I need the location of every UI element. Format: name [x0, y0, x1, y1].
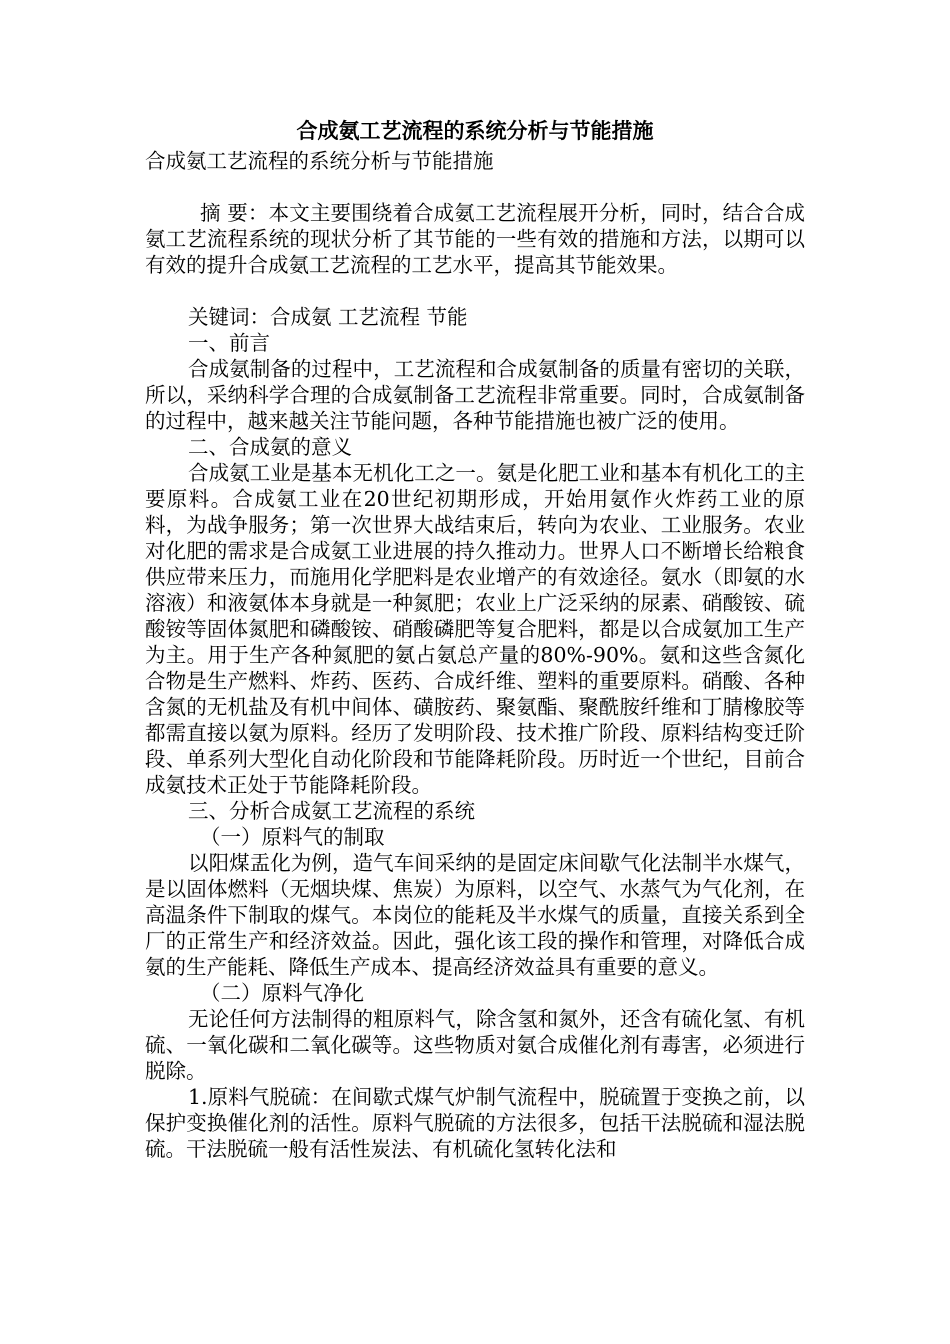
section-2-paragraph: 合成氨工业是基本无机化工之一。氨是化肥工业和基本有机化工的主要原料。合成氨工业在20世纪初期形成，开始用氨作火炸药工业的原料，为战争服务；第一次世界大战结束后，转向为农业、工业服务。农业对化肥的需求是合成氨工业进展的持久推动力。世界人口不断增长给粮食供应带来压力，而施用化学肥料是农业增产的有效途径。氨水（即氨的水溶液）和液氨体本身就是一种氮肥；农业上广泛采纳的尿素、硝酸铵、硫酸铵等固体氮肥和磷酸铵、硝酸磷肥等复合肥料，都是以合成氨加工生产为主。用于生产各种氮肥的氨占氨总产量的80%-90%。氨和这些含氮化合物是生产燃料、炸药、医药、合成纤维、塑料的重要原料。硝酸、各种含氮的无机盐及有机中间体、磺胺药、聚氨酯、聚酰胺纤维和丁腈橡胶等都需直接以氨为原料。经历了发明阶段、技术推广阶段、原料结构变迁阶段、单系列大型化自动化阶段和节能降耗阶段。历时近一个世纪，目前合成氨技术正处于节能降耗阶段。 [145, 461, 805, 797]
section-2-heading: 二、合成氨的意义 [188, 435, 352, 459]
keywords-line: 关键词：合成氨 工艺流程 节能 [188, 305, 468, 329]
section-3-sub-2-paragraph-1: 无论任何方法制得的粗原料气，除含氢和氮外，还含有硫化氢、有机硫、一氧化碳和二氧化碳等。这些物质对氨合成催化剂有毒害，必须进行脱除。 [145, 1007, 805, 1083]
blank-line [145, 174, 805, 200]
abstract-paragraph: 摘 要：本文主要围绕着合成氨工艺流程展开分析，同时，结合合成氨工艺流程系统的现状分析了其节能的一些有效的措施和方法，以期可以有效的提升合成氨工艺流程的工艺水平，提高其节能效果。 [145, 201, 805, 277]
section-3-sub-2-heading: （二）原料气净化 [200, 981, 364, 1005]
section-1-paragraph: 合成氨制备的过程中，工艺流程和合成氨制备的质量有密切的关联，所以，采纳科学合理的合成氨制备工艺流程非常重要。同时，合成氨制备的过程中，越来越关注节能问题，各种节能措施也被广泛的使用。 [145, 357, 805, 433]
document-title: 合成氨工艺流程的系统分析与节能措施 [296, 119, 654, 143]
document-subtitle: 合成氨工艺流程的系统分析与节能措施 [145, 149, 494, 173]
section-3-sub-1-heading: （一）原料气的制取 [200, 825, 385, 849]
section-3-sub-2-paragraph-2: 1.原料气脱硫：在间歇式煤气炉制气流程中，脱硫置于变换之前，以保护变换催化剂的活性。原料气脱硫的方法很多，包括干法脱硫和湿法脱硫。干法脱硫一般有活性炭法、有机硫化氢转化法和 [145, 1085, 805, 1161]
document-page [145, 118, 805, 1162]
blank-line [145, 278, 805, 304]
section-3-heading: 三、分析合成氨工艺流程的系统 [188, 799, 475, 823]
section-1-heading: 一、前言 [188, 331, 270, 355]
section-3-sub-1-paragraph: 以阳煤盂化为例，造气车间采纳的是固定床间歇气化法制半水煤气，是以固体燃料（无烟块煤、焦炭）为原料，以空气、水蒸气为气化剂，在高温条件下制取的煤气。本岗位的能耗及半水煤气的质量，直接关系到全厂的正常生产和经济效益。因此，强化该工段的操作和管理，对降低合成氨的生产能耗、降低生产成本、提高经济效益具有重要的意义。 [145, 851, 805, 979]
